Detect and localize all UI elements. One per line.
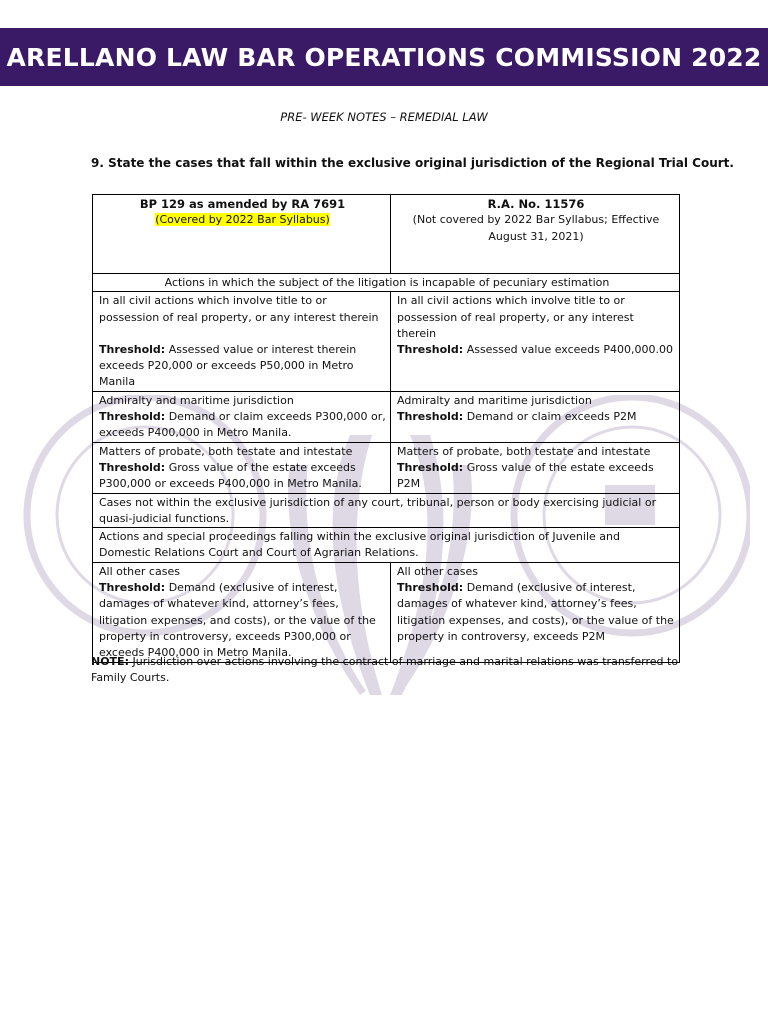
threshold-text: Demand or claim exceeds P300,000 or, exceeds P400,000 in Metro Manila. xyxy=(99,410,386,440)
header-right-title: R.A. No. 11576 xyxy=(487,197,585,211)
document-subtitle: PRE- WEEK NOTES – REMEDIAL LAW xyxy=(280,110,488,124)
row-incapable-estimation: Actions in which the subject of the litigation is incapable of pecuniary estimation xyxy=(93,274,680,292)
cell-admiralty-right xyxy=(391,391,680,442)
row-special-proceedings: Actions and special proceedings falling within the exclusive original jurisdiction of Juvenile and Domestic Relations Court and Court of Agrarian Relations. xyxy=(93,528,680,563)
cell-admiralty-left xyxy=(93,391,391,442)
cell-real-property-right xyxy=(391,292,680,391)
header-cell-bp129 xyxy=(93,195,391,274)
cell-text: Matters of probate, both testate and intestate xyxy=(397,444,651,458)
threshold-label: Threshold: xyxy=(397,410,464,424)
threshold-label: Threshold: xyxy=(397,460,464,474)
header-right-note: (Not covered by 2022 Bar Syllabus; Effective August 31, 2021) xyxy=(412,213,660,243)
table-row xyxy=(93,562,680,662)
cell-text: All other cases xyxy=(99,564,180,578)
threshold-label: Threshold: xyxy=(99,342,166,356)
table-row xyxy=(93,391,680,442)
row-not-within-exclusive: Cases not within the exclusive jurisdiction of any court, tribunal, person or body exercising judicial or quasi-judicial functions. xyxy=(93,493,680,528)
banner-title: ARELLANO LAW BAR OPERATIONS COMMISSION 2022 xyxy=(6,42,762,72)
table-row xyxy=(93,274,680,292)
cell-probate-left xyxy=(93,442,391,493)
cell-text: Matters of probate, both testate and intestate xyxy=(99,444,353,458)
cell-text: Admiralty and maritime jurisdiction xyxy=(397,393,592,407)
threshold-text: Assessed value exceeds P400,000.00 xyxy=(463,343,674,357)
threshold-text: Demand (exclusive of interest, damages of whatever kind, attorney’s fees, litigation expenses, and costs), or the value of the property in controversy, exceeds P2M xyxy=(397,581,674,643)
footnote xyxy=(91,654,681,687)
cell-real-property-left xyxy=(93,292,391,391)
threshold-label: Threshold: xyxy=(99,581,166,595)
table-row xyxy=(93,292,680,391)
threshold-label: Threshold: xyxy=(99,460,166,474)
threshold-text: Demand or claim exceeds P2M xyxy=(463,410,637,424)
threshold-text: Gross value of the estate exceeds P2M xyxy=(397,460,654,491)
table-row xyxy=(93,493,680,528)
header-left-note: (Covered by 2022 Bar Syllabus) xyxy=(155,213,330,227)
question-heading: 9. State the cases that fall within the exclusive original jurisdiction of the Regional Trial Court. xyxy=(91,156,734,170)
threshold-text: Gross value of the estate exceeds P300,000 or exceeds P400,000 in Metro Manila. xyxy=(99,460,362,491)
threshold-label: Threshold: xyxy=(397,343,464,357)
table-row xyxy=(93,442,680,493)
threshold-label: Threshold: xyxy=(397,581,464,595)
threshold-label: Threshold: xyxy=(99,410,166,424)
cell-other-cases-left xyxy=(93,562,391,662)
note-label: NOTE: xyxy=(91,655,129,668)
note-text: Jurisdiction over actions involving the contract of marriage and marital relations was transferred to Family Courts. xyxy=(91,655,679,685)
header-cell-ra11576 xyxy=(391,195,680,274)
cell-text: All other cases xyxy=(397,564,478,578)
cell-other-cases-right xyxy=(391,562,680,662)
header-left-title: BP 129 as amended by RA 7691 xyxy=(139,197,346,211)
jurisdiction-table xyxy=(92,194,680,663)
threshold-text: Demand (exclusive of interest, damages of whatever kind, attorney’s fees, litigation expenses, and costs), or the value of the property in controversy, exceeds P300,000 or exceeds P400,000 in Metro Manila. xyxy=(99,581,376,660)
cell-probate-right xyxy=(391,442,680,493)
cell-text: Admiralty and maritime jurisdiction xyxy=(99,393,294,407)
table-row xyxy=(93,528,680,563)
threshold-text: Assessed value or interest therein exceeds P20,000 or exceeds P50,000 in Metro Manila xyxy=(99,342,357,389)
cell-text: In all civil actions which involve title to or possession of real property, or any interest therein xyxy=(397,294,634,340)
header-banner xyxy=(0,28,768,86)
table-header-row xyxy=(93,195,680,274)
cell-text: In all civil actions which involve title to or possession of real property, or any interest therein xyxy=(99,294,379,324)
